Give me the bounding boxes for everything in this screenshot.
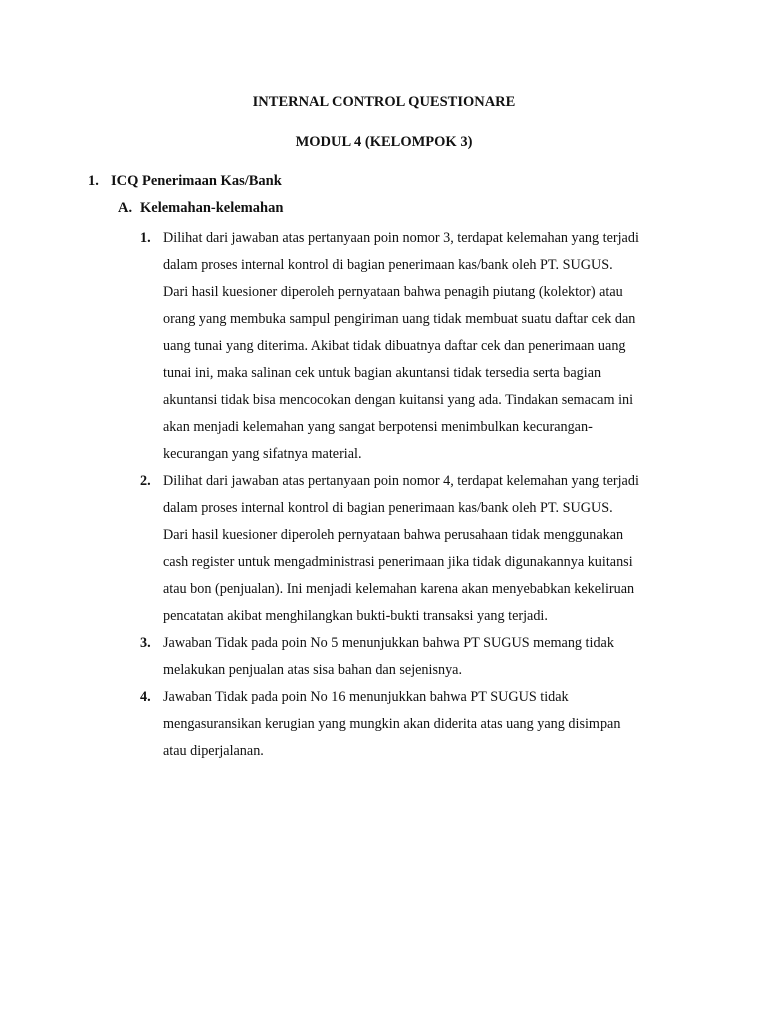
text-line: atau bon (penjualan). Ini menjadi kelemahan karena akan menyebabkan kekeliruan [163,581,635,597]
text-line: akuntansi tidak bisa mencocokan dengan kuitansi yang ada. Tindakan semacam ini [163,392,634,408]
list-item-text [163,468,660,630]
text-line: uang tunai yang diterima. Akibat tidak dibuatnya daftar cek dan penerimaan uang [163,338,626,354]
list-item-number: 4. [140,689,151,705]
document-subtitle: MODUL 4 (KELOMPOK 3) [295,134,473,150]
list-item [140,468,660,630]
text-line: dalam proses internal kontrol di bagian penerimaan kas/bank oleh PT. SUGUS. [163,500,613,516]
text-line: pencatatan akibat menghilangkan bukti-bukti transaksi yang terjadi. [163,608,548,624]
list-item [140,630,660,684]
section-heading [88,173,282,190]
text-line: dalam proses internal kontrol di bagian penerimaan kas/bank oleh PT. SUGUS. [163,257,613,273]
list-item [140,225,660,468]
list-item-text [163,630,660,684]
text-line: akan menjadi kelemahan yang sangat berpotensi menimbulkan kecurangan- [163,419,593,435]
subsection-title: Kelemahan-kelemahan [140,200,284,216]
text-line: atau diperjalanan. [163,743,264,759]
section-number: 1. [88,173,99,189]
document-title: INTERNAL CONTROL QUESTIONARE [252,94,516,110]
text-line: kecurangan yang sifatnya material. [163,446,362,462]
list-item [140,684,660,765]
list-item-number: 3. [140,635,151,651]
text-line: mengasuransikan kerugian yang mungkin akan diderita atas uang yang disimpan [163,716,621,732]
numbered-list [140,225,660,765]
text-line: Dilihat dari jawaban atas pertanyaan poin nomor 3, terdapat kelemahan yang terjadi [163,230,639,246]
list-item-text [163,225,660,468]
text-line: Jawaban Tidak pada poin No 16 menunjukkan bahwa PT SUGUS tidak [163,689,569,705]
subsection-heading [118,200,283,217]
text-line: cash register untuk mengadministrasi penerimaan jika tidak digunakannya kuitansi [163,554,633,570]
text-line: tunai ini, maka salinan cek untuk bagian akuntansi tidak tersedia serta bagian [163,365,602,381]
text-line: Dari hasil kuesioner diperoleh pernyataan bahwa perusahaan tidak menggunakan [163,527,624,543]
list-item-number: 2. [140,473,151,489]
text-line: orang yang membuka sampul pengiriman uang tidak membuat suatu daftar cek dan [163,311,636,327]
list-item-text [163,684,660,765]
text-line: melakukan penjualan atas sisa bahan dan sejenisnya. [163,662,463,678]
subsection-letter: A. [118,200,133,216]
list-item-number: 1. [140,230,151,246]
text-line: Dari hasil kuesioner diperoleh pernyataan bahwa penagih piutang (kolektor) atau [163,284,623,300]
text-line: Dilihat dari jawaban atas pertanyaan poin nomor 4, terdapat kelemahan yang terjadi [163,473,639,489]
text-line: Jawaban Tidak pada poin No 5 menunjukkan bahwa PT SUGUS memang tidak [163,635,614,651]
section-title: ICQ Penerimaan Kas/Bank [111,173,282,189]
